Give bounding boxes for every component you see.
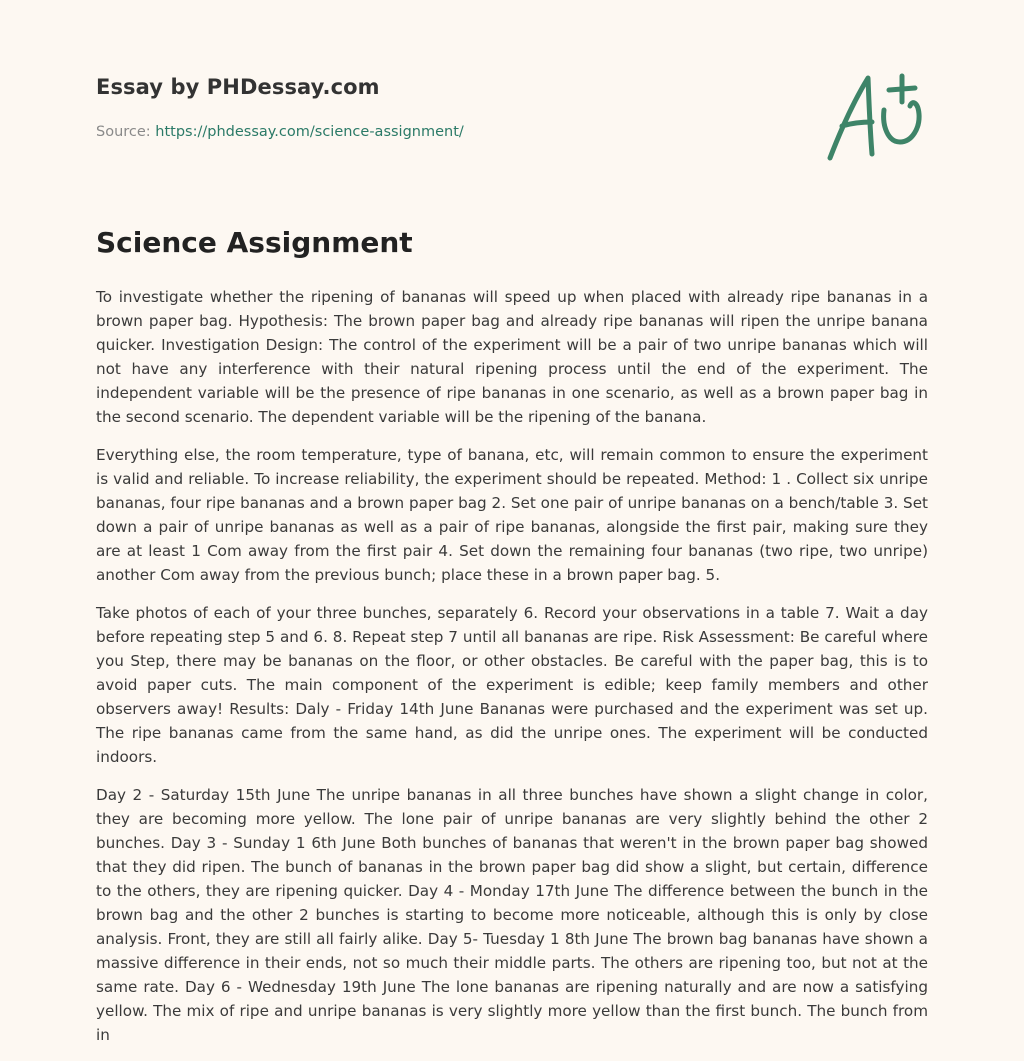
- essay-body: [96, 285, 928, 1061]
- site-title: Essay by PHDessay.com: [96, 75, 380, 99]
- source-line: [96, 124, 464, 140]
- essay-paragraph: Everything else, the room temperature, type of banana, etc, will remain common to ensure the experiment is valid and reliable. To increase reliability, the experiment should be repeated. Method: 1 . Collect six unripe bananas, four ripe bananas and a brown paper bag 2. Set one pair of unripe bananas on a bench/table 3. Set down a pair of unripe bananas as well as a pair of ripe bananas, alongside the first pair, making sure they are at least 1 Com away from the first pair 4. Set down the remaining four bananas (two ripe, two unripe) another Com away from the previous bunch; place these in a brown paper bag. 5.: [96, 446, 928, 584]
- source-link[interactable]: https://phdessay.com/science-assignment/: [155, 124, 464, 140]
- source-label: Source:: [96, 124, 151, 140]
- essay-paragraph: Take photos of each of your three bunches, separately 6. Record your observations in a table 7. Wait a day before repeating step 5 and 6. 8. Repeat step 7 until all bananas are ripe. Risk Assessment: Be careful where you Step, there may be bananas on the floor, or other obstacles. Be careful with the paper bag, this is to avoid paper cuts. The main component of the experiment is edible; keep family members and other observers away! Results: Daly - Friday 14th June Bananas were purchased and the experiment was set up. The ripe bananas came from the same hand, as did the unripe ones. The experiment will be conducted indoors.: [96, 604, 928, 766]
- a-plus-grade-logo-icon: [822, 66, 926, 166]
- essay-paragraph: Day 2 - Saturday 15th June The unripe bananas in all three bunches have shown a slight change in color, they are becoming more yellow. The lone pair of unripe bananas are very slightly behind the other 2 bunches. Day 3 - Sunday 1 6th June Both bunches of bananas that weren't in the brown paper bag showed that they did ripen. The bunch of bananas in the brown paper bag did show a slight, but certain, difference to the others, they are ripening quicker. Day 4 - Monday 17th June The difference between the bunch in the brown bag and the other 2 bunches is starting to become more noticeable, although this is only by close analysis. Front, they are still all fairly alike. Day 5- Tuesday 1 8th June The brown bag bananas have shown a massive difference in their ends, not so much their middle parts. The others are ripening too, but not at the same rate. Day 6 - Wednesday 19th June The lone bananas are ripening naturally and are now a satisfying yellow. The mix of ripe and unripe bananas is very slightly more yellow than the first bunch. The bunch from in: [96, 786, 928, 1044]
- essay-title: Science Assignment: [96, 226, 413, 259]
- essay-paragraph: To investigate whether the ripening of bananas will speed up when placed with already ripe bananas in a brown paper bag. Hypothesis: The brown paper bag and already ripe bananas will ripen the unripe banana quicker. Investigation Design: The control of the experiment will be a pair of two unripe bananas which will not have any interference with their natural ripening process until the end of the experiment. The independent variable will be the presence of ripe bananas in one scenario, as well as a brown paper bag in the second scenario. The dependent variable will be the ripening of the banana.: [96, 288, 928, 426]
